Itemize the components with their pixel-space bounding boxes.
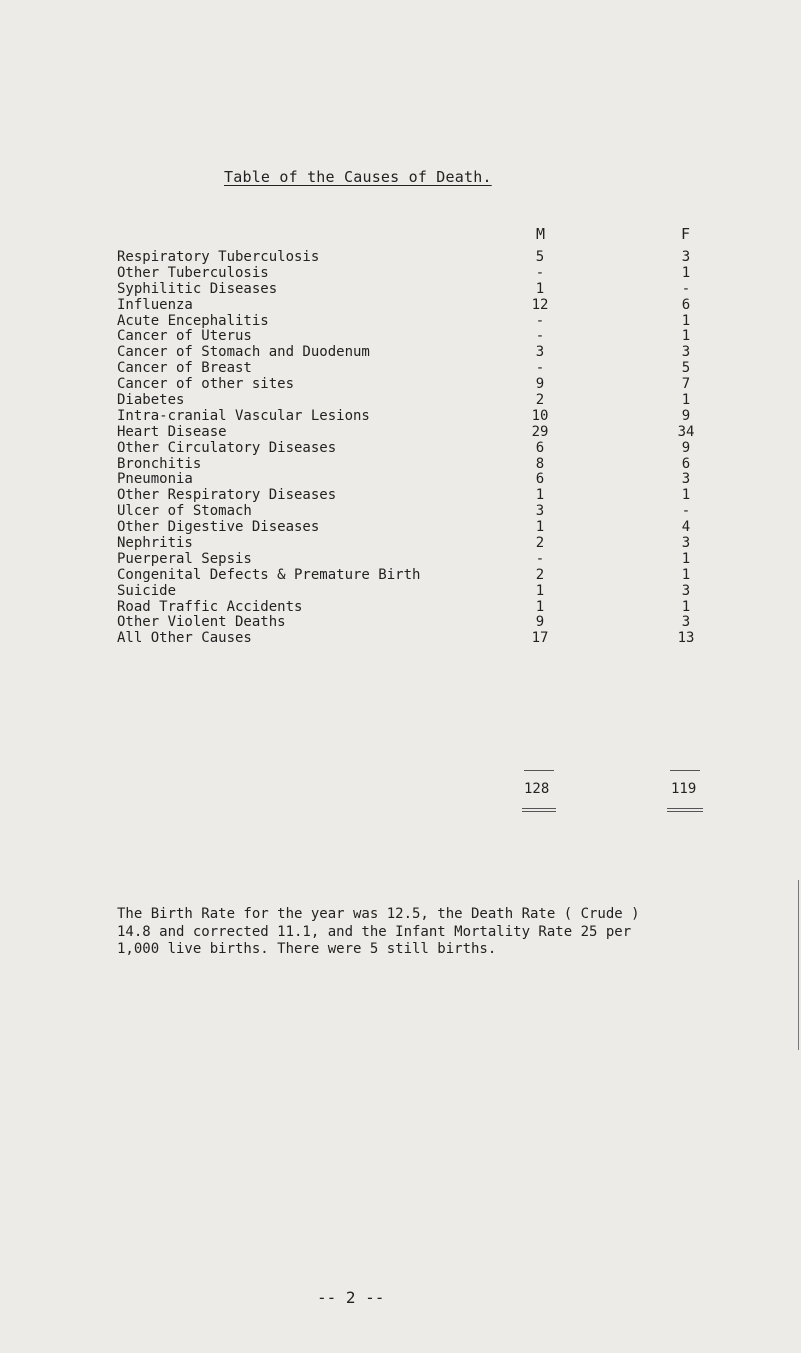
female-count: -: [681, 280, 691, 297]
table-row: [117, 488, 717, 504]
male-count: 1: [535, 519, 545, 536]
female-count: 3: [681, 614, 691, 631]
female-count: 9: [681, 407, 691, 424]
cause-label: Diabetes: [117, 392, 185, 409]
female-count: 6: [681, 296, 691, 313]
male-count: 17: [531, 630, 549, 647]
table-row: [117, 552, 717, 568]
female-count: 1: [681, 312, 691, 329]
female-count: 1: [681, 566, 691, 583]
table-row: [117, 536, 717, 552]
cause-label: Respiratory Tuberculosis: [117, 249, 320, 265]
table-row: [117, 425, 717, 441]
male-count: 3: [535, 503, 545, 520]
total-female: 119: [671, 781, 697, 797]
double-rule-female-top: [667, 808, 703, 809]
male-count: 1: [535, 598, 545, 615]
female-count: 1: [681, 487, 691, 504]
note-line-3: 1,000 live births. There were 5 still births.: [117, 941, 497, 957]
male-count: 29: [531, 423, 549, 440]
female-count: 3: [681, 535, 691, 552]
female-count: 3: [681, 344, 691, 361]
table-row: [117, 298, 717, 314]
double-rule-female-bottom: [667, 811, 703, 812]
cause-label: Ulcer of Stomach: [117, 503, 252, 520]
cause-label: Road Traffic Accidents: [117, 598, 303, 615]
table-row: [117, 631, 717, 647]
cause-label: Influenza: [117, 296, 193, 313]
female-count: 3: [681, 471, 691, 488]
cause-label: Acute Encephalitis: [117, 312, 269, 329]
male-count: 2: [535, 392, 545, 409]
column-header-male: M: [536, 225, 546, 243]
table-row: [117, 250, 717, 266]
note-line-2: 14.8 and corrected 11.1, and the Infant Mortality Rate 25 per: [117, 923, 632, 940]
cause-label: Other Tuberculosis: [117, 264, 269, 281]
male-count: 6: [535, 471, 545, 488]
cause-label: Syphilitic Diseases: [117, 280, 278, 297]
cause-label: Other Violent Deaths: [117, 614, 286, 631]
table-row: [117, 329, 717, 345]
note-line-1: The Birth Rate for the year was 12.5, the Death Rate ( Crude ): [117, 906, 640, 922]
male-count: 1: [535, 582, 545, 599]
table-row: [117, 314, 717, 330]
male-count: -: [535, 264, 545, 281]
cause-label: All Other Causes: [117, 630, 252, 647]
table-row: [117, 600, 717, 616]
male-count: 12: [531, 296, 549, 313]
female-count: 1: [681, 328, 691, 345]
male-count: -: [535, 328, 545, 345]
table-row: [117, 504, 717, 520]
table-row: [117, 377, 717, 393]
page-title: Table of the Causes of Death.: [224, 168, 492, 186]
cause-label: Nephritis: [117, 535, 193, 552]
male-count: -: [535, 312, 545, 329]
cause-label: Congenital Defects & Premature Birth: [117, 566, 421, 583]
cause-label: Bronchitis: [117, 455, 202, 472]
cause-label: Other Circulatory Diseases: [117, 439, 337, 456]
female-count: 1: [681, 598, 691, 615]
total-rule-male: [524, 770, 554, 771]
table-row: [117, 441, 717, 457]
cause-label: Heart Disease: [117, 423, 227, 440]
female-count: -: [681, 503, 691, 520]
total-male: 128: [524, 781, 550, 797]
table-row: [117, 584, 717, 600]
male-count: 2: [535, 535, 545, 552]
male-count: 8: [535, 455, 545, 472]
table-row: [117, 393, 717, 409]
page-number: -- 2 --: [317, 1288, 385, 1307]
male-count: 6: [535, 439, 545, 456]
vital-statistics-note: [117, 906, 797, 959]
female-count: 3: [681, 582, 691, 599]
cause-label: Other Digestive Diseases: [117, 519, 320, 536]
total-rule-female: [670, 770, 700, 771]
female-count: 5: [681, 360, 691, 377]
female-count: 4: [681, 519, 691, 536]
causes-table: [117, 250, 717, 647]
table-row: [117, 568, 717, 584]
cause-label: Cancer of Uterus: [117, 328, 252, 345]
male-count: 9: [535, 376, 545, 393]
column-header-female: F: [681, 225, 691, 243]
table-row: [117, 266, 717, 282]
table-row: [117, 345, 717, 361]
table-row: [117, 520, 717, 536]
male-count: -: [535, 550, 545, 567]
female-count: 3: [681, 249, 691, 265]
cause-label: Intra-cranial Vascular Lesions: [117, 407, 370, 424]
cause-label: Cancer of other sites: [117, 376, 295, 393]
cause-label: Pneumonia: [117, 471, 193, 488]
female-count: 9: [681, 439, 691, 456]
male-count: 9: [535, 614, 545, 631]
male-count: 5: [535, 249, 545, 265]
double-rule-male-top: [522, 808, 556, 809]
female-count: 7: [681, 376, 691, 393]
cause-label: Cancer of Stomach and Duodenum: [117, 344, 370, 361]
male-count: 1: [535, 487, 545, 504]
female-count: 34: [677, 423, 695, 440]
cause-label: Suicide: [117, 582, 177, 599]
female-count: 6: [681, 455, 691, 472]
double-rule-male-bottom: [522, 811, 556, 812]
table-row: [117, 409, 717, 425]
male-count: 10: [531, 407, 549, 424]
table-row: [117, 615, 717, 631]
scan-edge-mark: [798, 880, 799, 1050]
table-row: [117, 457, 717, 473]
female-count: 1: [681, 392, 691, 409]
cause-label: Cancer of Breast: [117, 360, 252, 377]
male-count: 3: [535, 344, 545, 361]
table-row: [117, 282, 717, 298]
male-count: 2: [535, 566, 545, 583]
female-count: 1: [681, 550, 691, 567]
table-row: [117, 361, 717, 377]
cause-label: Other Respiratory Diseases: [117, 487, 337, 504]
cause-label: Puerperal Sepsis: [117, 550, 252, 567]
male-count: -: [535, 360, 545, 377]
female-count: 13: [677, 630, 695, 647]
female-count: 1: [681, 264, 691, 281]
male-count: 1: [535, 280, 545, 297]
table-row: [117, 472, 717, 488]
